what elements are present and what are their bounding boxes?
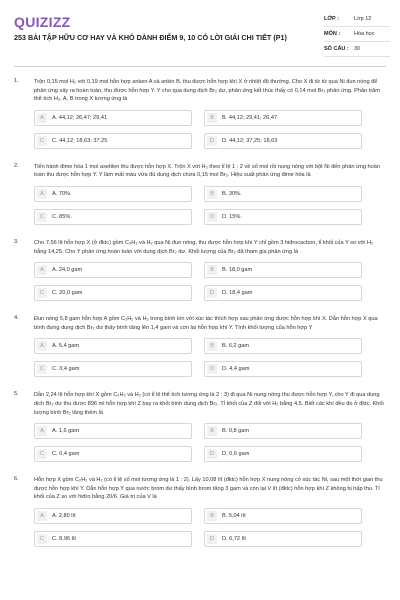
option-letter: A xyxy=(37,341,47,351)
option-letter: C xyxy=(37,288,47,298)
header xyxy=(0,0,400,66)
option-a[interactable] xyxy=(34,338,192,354)
option-list xyxy=(34,186,386,225)
meta-value: Hóa học xyxy=(354,31,375,37)
option-letter: B xyxy=(207,113,217,123)
option-list xyxy=(34,262,386,301)
quizizz-logo: QUIZIZZ xyxy=(14,14,71,30)
question-text: Tiến hành đime hóa 1 mol axetilen thu được hỗn hợp X. Trộn X với H₂ theo tỉ lệ 1 : 2 về số mol rồi nung nóng với bột Ni đến phản ứng hoàn toàn thu được hỗn hợp Y. Y làm mất màu vừa đủ dung dịch chứa 0,15 mol Br₂. Hiệu suất phản ứng đime hóa là xyxy=(34,163,380,179)
option-letter: B xyxy=(207,265,217,275)
option-a[interactable] xyxy=(34,508,192,524)
option-text: B. 0,8 gam xyxy=(222,428,250,435)
option-letter: D xyxy=(207,212,217,222)
option-letter: A xyxy=(37,511,47,521)
option-list xyxy=(34,338,386,377)
option-text: B. 30%. xyxy=(222,190,242,197)
option-a[interactable] xyxy=(34,262,192,278)
option-text: C. 85%. xyxy=(52,213,72,220)
question-number: 4. xyxy=(14,315,19,322)
question-number: 3. xyxy=(14,238,19,245)
option-letter: A xyxy=(37,113,47,123)
option-letter: C xyxy=(37,364,47,374)
option-b[interactable] xyxy=(204,110,362,126)
option-letter: B xyxy=(207,426,217,436)
option-c[interactable] xyxy=(34,133,192,149)
option-letter: A xyxy=(37,426,47,436)
option-text: A. 5,4 gam xyxy=(52,343,80,350)
question-3 xyxy=(14,239,386,301)
option-letter: D xyxy=(207,364,217,374)
question-number: 5. xyxy=(14,391,19,398)
option-letter: D xyxy=(207,288,217,298)
option-d[interactable] xyxy=(204,285,362,301)
option-text: A. 70%. xyxy=(52,190,72,197)
question-2 xyxy=(14,163,386,225)
option-a[interactable] xyxy=(34,186,192,202)
option-d[interactable] xyxy=(204,361,362,377)
option-list xyxy=(34,508,386,547)
option-text: C. 8,96 lít xyxy=(52,535,76,542)
meta-value: 30 xyxy=(354,46,361,52)
option-text: D. 44,12; 37,25; 18,63 xyxy=(222,137,278,144)
option-letter: C xyxy=(37,449,47,459)
option-letter: B xyxy=(207,189,217,199)
option-b[interactable] xyxy=(204,338,362,354)
option-text: C. 3,4 gam xyxy=(52,366,80,373)
meta-row-count xyxy=(324,42,390,57)
option-letter: C xyxy=(37,136,47,146)
option-text: D. 0,6 gam xyxy=(222,451,250,458)
question-text: Cho 7,56 lít hỗn hợp X (ở đktc) gồm C₃H₂ và H₂ qua Ni đun nóng, thu được hỗn hợp khí Y chỉ gồm 3 hiđrocacbon, tỉ khối của Y so với H₂ bằng 14,25. Cho Y phản ứng hoàn toàn với dung dịch Br₂ dư. Khối lượng của Br₂ đã tham gia phản ứng là xyxy=(34,239,374,255)
option-d[interactable] xyxy=(204,446,362,462)
option-letter: C xyxy=(37,534,47,544)
option-b[interactable] xyxy=(204,508,362,524)
option-list xyxy=(34,423,386,462)
option-a[interactable] xyxy=(34,110,192,126)
question-text: Hỗn hợp X gồm C₂H₂ và H₂ (có tỉ lệ số mol tương ứng là 1 : 2). Lấy 10,08 lít (đktc) hỗn hợp X nung nóng có xúc tác Ni, sau một thời gian thu được hỗn hợp khí Y. Dẫn hỗn hợp Y qua nước brom dư thấy bình brom tăng 3 gam và còn lại V lít (đktc) hỗn hợp khí Z không bị hấp thu. Tỉ khối của Z so với hiđro bằng 20/6. Giá trị của V là xyxy=(34,477,383,501)
option-c[interactable] xyxy=(34,209,192,225)
option-c[interactable] xyxy=(34,361,192,377)
option-text: D. 18,4 gam xyxy=(222,290,253,297)
option-letter: A xyxy=(37,265,47,275)
question-5 xyxy=(14,391,386,462)
question-list xyxy=(0,78,400,561)
question-6 xyxy=(14,476,386,547)
option-text: D. 6,72 lít xyxy=(222,535,246,542)
meta-table xyxy=(324,12,390,57)
question-text: Trộn 0,15 mol H₂ với 0,19 mol hỗn hợp anken A và ankin B, thu được hỗn hợp khí X ở nhiệt độ thường. Cho X đi từ từ qua Ni đun nóng để phản ứng xảy ra hoàn toàn, thu được hỗn hợp Y. Y cho qua dung dịch Br₂ dư, phản ứng kết thúc thấy có 0,14 mol Br₂ phản ứng. Phần trăm thể tích H₂, A, B trong X tương ứng là xyxy=(34,79,380,103)
option-letter: D xyxy=(207,449,217,459)
option-letter: B xyxy=(207,341,217,351)
question-number: 1. xyxy=(14,78,19,84)
option-letter: C xyxy=(37,212,47,222)
page-title: 253 BÀI TẬP HỮU CƠ HAY VÀ KHÓ DÀNH ĐIỂM 9, 10 CÓ LỜI GIẢI CHI TIẾT (P1) xyxy=(14,33,287,42)
meta-value: Lớp 12 xyxy=(354,16,372,22)
option-text: D. 4,4 gam xyxy=(222,366,250,373)
option-text: B. 5,04 lít xyxy=(222,512,246,519)
question-1 xyxy=(14,78,386,149)
option-text: A. 44,12; 26,47; 29,41 xyxy=(52,114,108,121)
option-list xyxy=(34,110,386,149)
question-text: Đun nóng 5,8 gam hỗn hợp A gồm C₂H₂ và H₂ trong bình kín với xúc tác thích hợp sau phản ứng được hỗn hợp khí X. Dẫn hỗn hợp X qua bình đựng dung dịch Br₂ dư thấy bình tăng lên 1,4 gam và còn lại hỗn hợp khí Y. Tính khối lượng của hỗn hợp Y xyxy=(34,316,378,331)
option-letter: A xyxy=(37,189,47,199)
option-c[interactable] xyxy=(34,446,192,462)
option-a[interactable] xyxy=(34,423,192,439)
option-text: B. 18,0 gam xyxy=(222,267,253,274)
option-letter: D xyxy=(207,136,217,146)
option-text: C. 20,0 gam xyxy=(52,290,83,297)
option-text: B. 6,2 gam xyxy=(222,343,250,350)
meta-key: LỚP : xyxy=(324,16,339,22)
option-text: C. 0,4 gam xyxy=(52,451,80,458)
option-text: A. 1,6 gam xyxy=(52,428,80,435)
option-c[interactable] xyxy=(34,285,192,301)
meta-row-class xyxy=(324,12,390,27)
meta-key: SỐ CÂU : xyxy=(324,46,349,52)
option-c[interactable] xyxy=(34,531,192,547)
option-letter: B xyxy=(207,511,217,521)
question-4 xyxy=(14,315,386,377)
option-b[interactable] xyxy=(204,186,362,202)
option-d[interactable] xyxy=(204,133,362,149)
meta-row-subject xyxy=(324,27,390,42)
header-divider xyxy=(14,66,386,67)
option-text: A. 2,80 lít xyxy=(52,512,76,519)
question-number: 2. xyxy=(14,162,19,169)
option-text: A. 24,0 gam xyxy=(52,267,83,274)
option-b[interactable] xyxy=(204,423,362,439)
option-b[interactable] xyxy=(204,262,362,278)
option-text: C. 44,12; 18,63; 37,25 xyxy=(52,137,108,144)
question-text: Dẫn 2,24 lít hỗn hợp khí X gồm C₂H₂ và H₂ (có tỉ lệ thể tích tương ứng là 2 : 3) đi qua Ni nung nóng thu được hỗn hợp Y, cho Y đi qua dung dịch Br₂ dư thu được 896 ml hỗn hợp khí Z bay ra khỏi bình dung dịch Br₂. Tỉ khối của Z đối với H₂ bằng 4,5. Biết các khí đều đo ở đktc. Khối lượng bình Br₂ tăng thêm là xyxy=(34,392,384,416)
meta-key: MÔN : xyxy=(324,31,341,37)
option-d[interactable] xyxy=(204,531,362,547)
question-number: 6. xyxy=(14,476,19,483)
option-text: B. 44,12; 29,41; 26,47 xyxy=(222,114,278,121)
option-text: D. 15%. xyxy=(222,213,242,220)
option-letter: D xyxy=(207,534,217,544)
option-d[interactable] xyxy=(204,209,362,225)
